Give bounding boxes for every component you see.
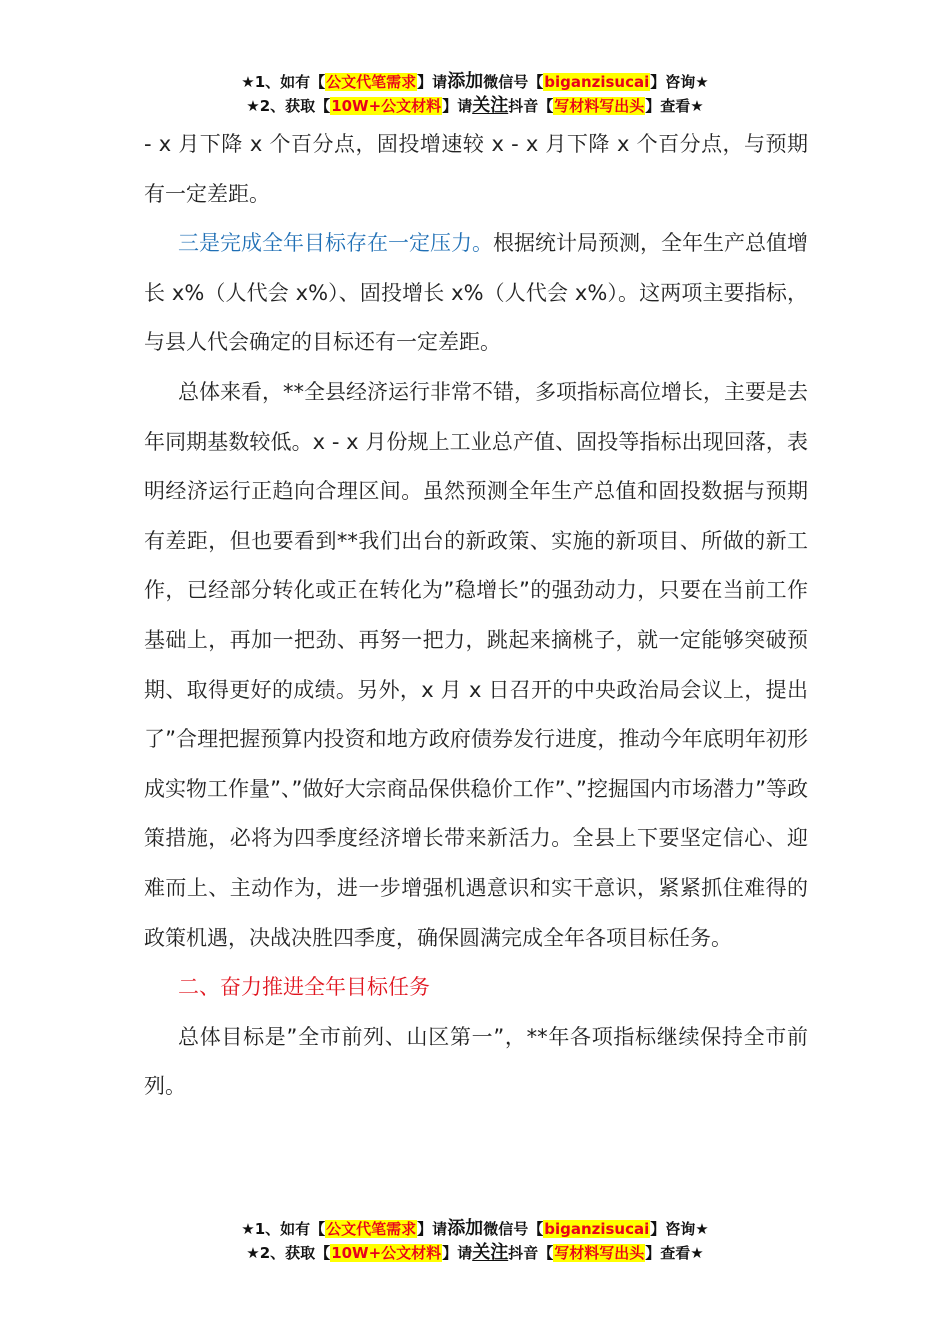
paragraph-2-text: 根据统计局预测，全年生产总值增长 x%（人代会 x%）、固投增长 x%（人代会 x%）。这两项主要指标，与县人代会确定的目标还有一定差距。 — [144, 231, 808, 355]
paragraph-3: 总体来看，**全县经济运行非常不错，多项指标高位增长，主要是去年同期基数较低。x - x 月份规上工业总产值、固投等指标出现回落，表明经济运行正趋向合理区间。虽然预测全年生产总值和固投数据与预期有差距，但也要看到**我们出台的新政策、实施的新项目、所做的新工作，已经部分转化或正在转化为”稳增长”的强劲动力，只要在当前工作基础上，再加一把劲、再努一把力，跳起来摘桃子，就一定能够突破预期、取得更好的成绩。另外，x 月 x 日召开的中央政治局会议上，提出了”合理把握预算内投资和地方政府债券发行进度，推动今年底明年初形成实物工作量”、”做好大宗商品保供稳价工作”、”挖掘国内市场潜力”等政策措施，必将为四季度经济增长带来新活力。全县上下要坚定信心、迎难而上、主动作为，进一步增强机遇意识和实干意识，紧紧抓住难得的政策机遇，决战决胜四季度，确保圆满完成全年各项目标任务。 — [144, 379, 808, 950]
footer-banner — [0, 1217, 950, 1265]
service-highlight: 公文代笔需求 — [326, 73, 417, 91]
banner-text: 】咨询★ — [650, 1220, 709, 1238]
star-icon: ★ — [246, 97, 260, 115]
douyin-highlight: 写材料写出头 — [554, 97, 645, 115]
banner-text: 】请 — [442, 1244, 473, 1262]
materials-highlight: 10W+公文材料 — [331, 97, 442, 115]
douyin-highlight: 写材料写出头 — [554, 1244, 645, 1262]
banner-emphasis: 关注 — [472, 1242, 509, 1263]
banner-line-1 — [0, 70, 950, 94]
banner-text: 1、如有【 — [254, 73, 326, 91]
wechat-id-highlight: biganzisucai — [544, 1220, 650, 1238]
banner-text: 】查看★ — [645, 97, 704, 115]
banner-emphasis: 添加 — [447, 1218, 484, 1239]
banner-text: 】请 — [442, 97, 473, 115]
materials-highlight: 10W+公文材料 — [331, 1244, 442, 1262]
star-icon: ★ — [241, 1220, 255, 1238]
wechat-id-highlight: biganzisucai — [544, 73, 650, 91]
service-highlight: 公文代笔需求 — [326, 1220, 417, 1238]
paragraph-2 — [144, 219, 808, 368]
star-icon: ★ — [241, 73, 255, 91]
banner-emphasis: 添加 — [447, 71, 484, 92]
banner-text: 微信号【 — [483, 73, 544, 91]
banner-text: 】咨询★ — [650, 73, 709, 91]
header-banner — [0, 70, 950, 118]
banner-text: 抖音【 — [508, 1244, 554, 1262]
banner-text: 2、获取【 — [259, 97, 331, 115]
banner-text: 】请 — [417, 1220, 448, 1238]
section-lead-heading: 三是完成全年目标存在一定压力。 — [178, 231, 493, 256]
banner-emphasis: 关注 — [472, 95, 509, 116]
banner-text: 微信号【 — [483, 1220, 544, 1238]
banner-text: 】查看★ — [645, 1244, 704, 1262]
document-body — [144, 120, 808, 1112]
banner-text: 】请 — [417, 73, 448, 91]
paragraph-4: 总体目标是”全市前列、山区第一”，**年各项指标继续保持全市前列。 — [144, 1024, 808, 1099]
star-icon: ★ — [246, 1244, 260, 1262]
paragraph-1: - x 月下降 x 个百分点，固投增速较 x - x 月下降 x 个百分点，与预期有一定差距。 — [144, 132, 808, 206]
banner-text: 1、如有【 — [254, 1220, 326, 1238]
banner-line-2 — [0, 94, 950, 118]
banner-line-1 — [0, 1217, 950, 1241]
section-heading: 二、奋力推进全年目标任务 — [178, 975, 430, 1000]
banner-line-2 — [0, 1241, 950, 1265]
banner-text: 2、获取【 — [259, 1244, 331, 1262]
banner-text: 抖音【 — [508, 97, 554, 115]
